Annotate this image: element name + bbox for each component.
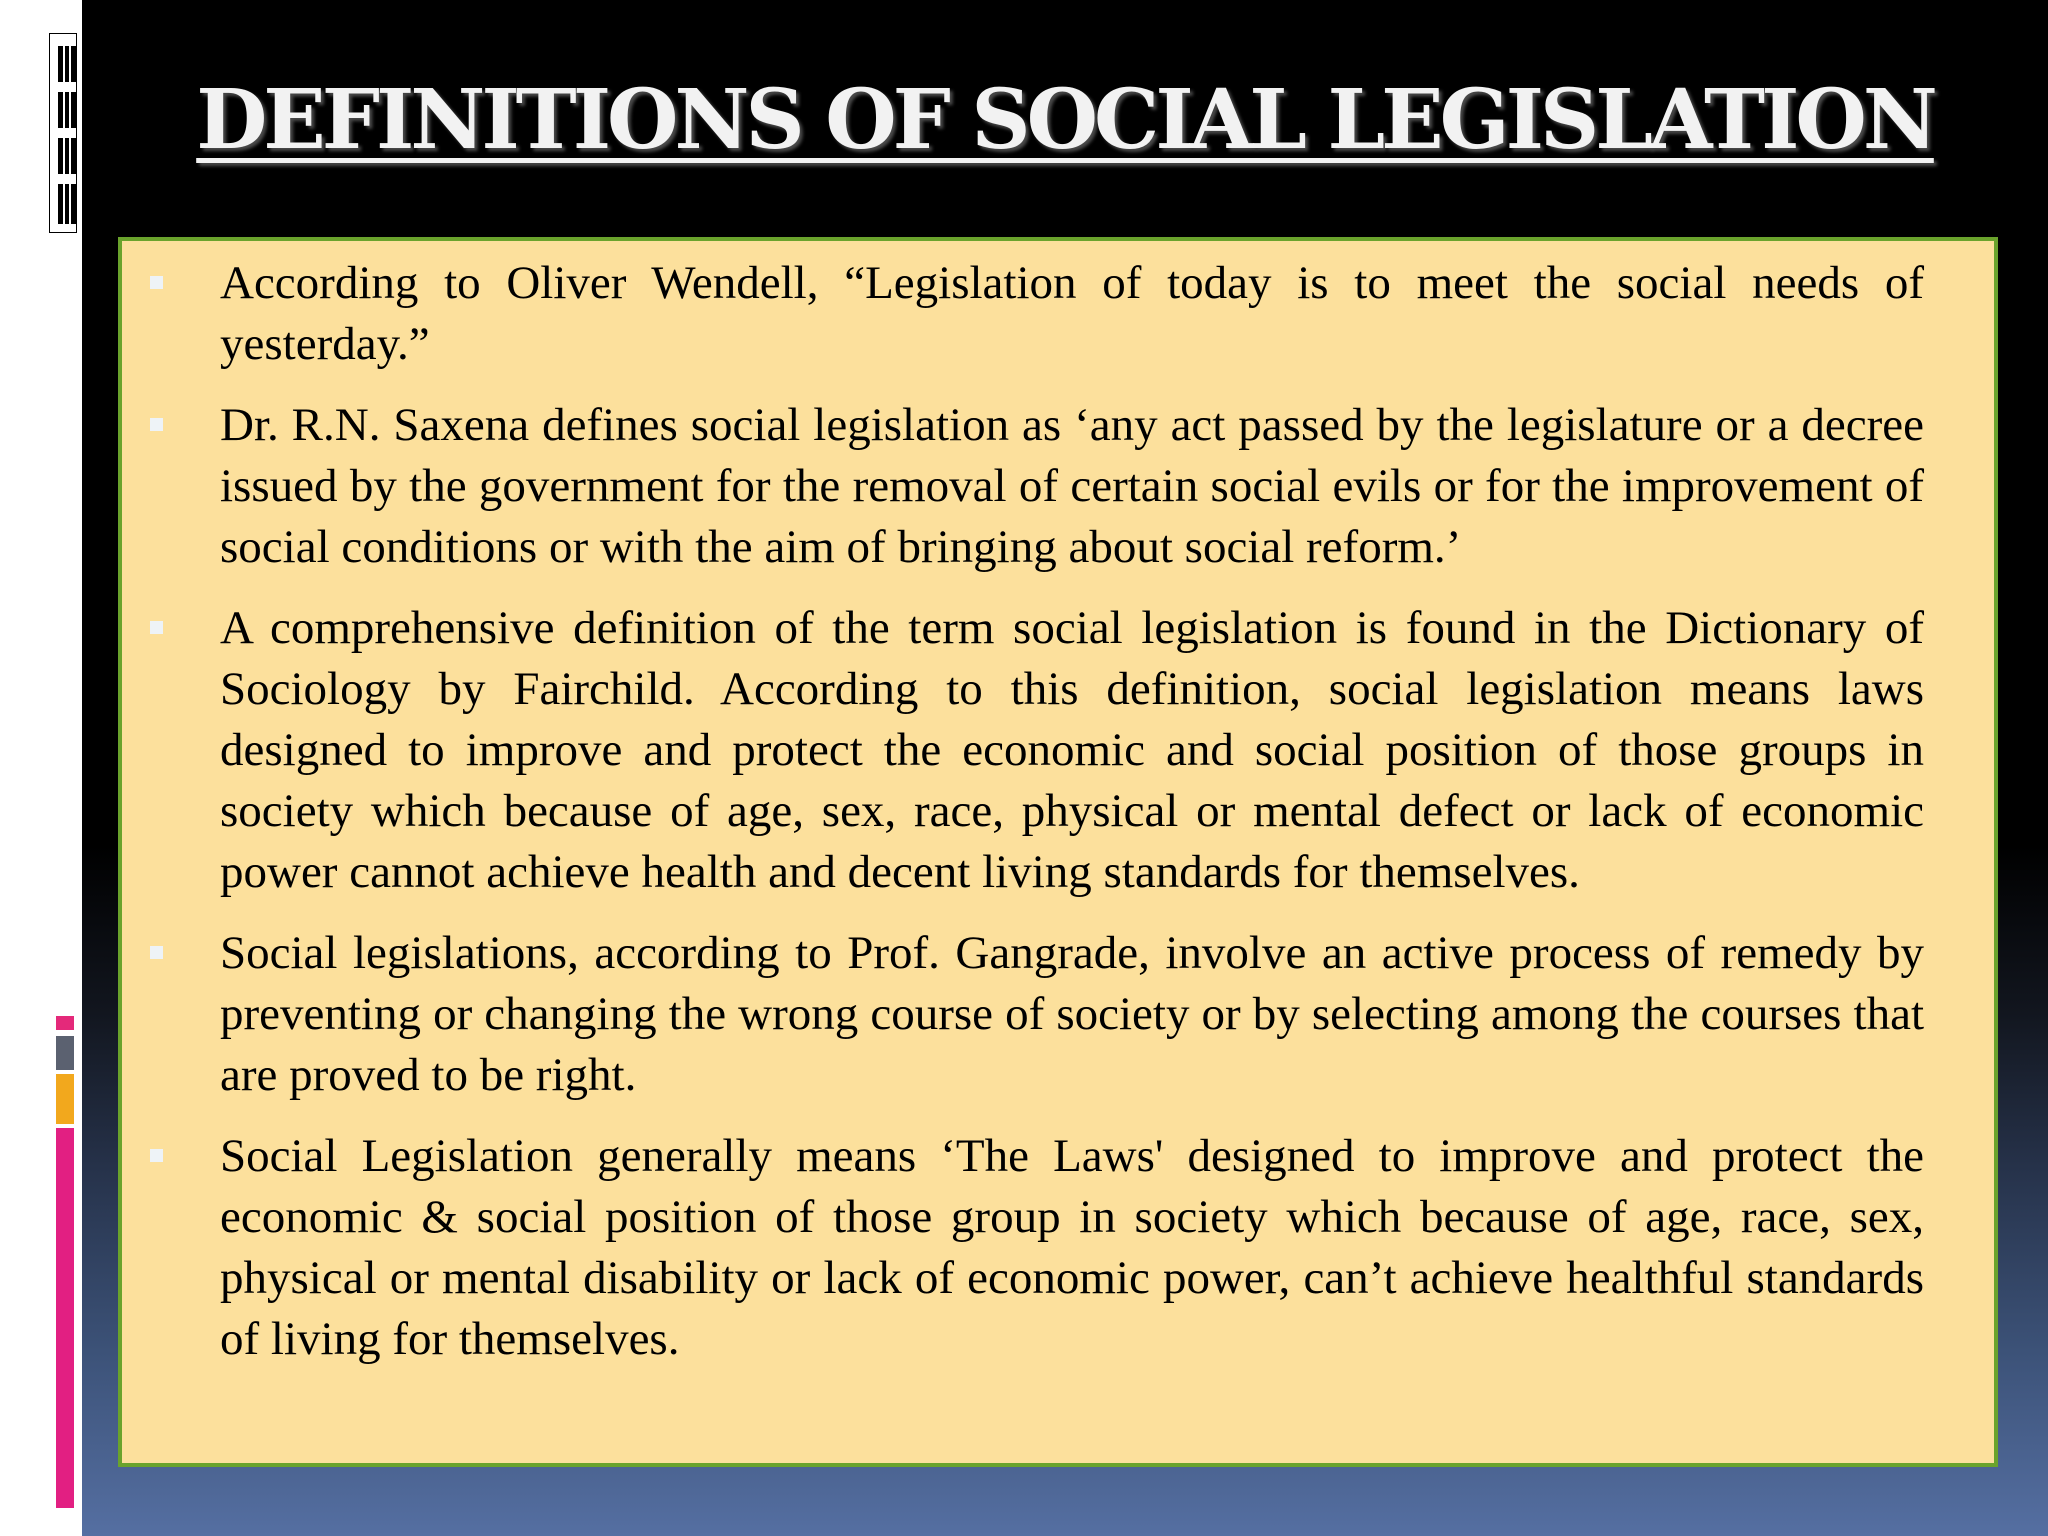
accent-bar-slate: [56, 1036, 74, 1070]
bullet-text: Social legislations, according to Prof. Gangrade, involve an active process of remedy by preventing or changing the wrong course of society or by selecting among the courses that are proved to be right.: [220, 927, 1924, 1101]
bullet-item: [220, 1126, 1924, 1370]
slide-title: [82, 64, 2048, 176]
bullet-item: [220, 598, 1924, 903]
bullet-text: Social Legislation generally means ‘The Laws' designed to improve and protect the economic & social position of those group in society which because of age, race, sex, physical or mental disability or lack of economic power, can’t achieve healthful standards of living for themselves.: [220, 1130, 1924, 1365]
accent-bar-amber: [56, 1074, 74, 1124]
bullet-text: According to Oliver Wendell, “Legislation of today is to meet the social needs of yesterday.”: [220, 257, 1924, 370]
window-panes-icon: [46, 30, 80, 236]
bullet-item: [220, 395, 1924, 578]
square-bullet-icon: [150, 621, 163, 634]
square-bullet-icon: [150, 1149, 163, 1162]
bullet-text: Dr. R.N. Saxena defines social legislation as ‘any act passed by the legislature or a decree issued by the government for the removal of certain social evils or for the improvement of social conditions or with the aim of bringing about social reform.’: [220, 399, 1924, 573]
bullet-list: [220, 253, 1924, 1370]
window-frame: [49, 33, 77, 233]
bullet-item: [220, 253, 1924, 375]
content-box: [118, 237, 1998, 1467]
square-bullet-icon: [150, 418, 163, 431]
accent-bar-magenta-top: [56, 1016, 74, 1030]
slide-title-text: DEFINITIONS OF SOCIAL LEGISLATION: [196, 72, 1934, 168]
accent-bar-magenta: [56, 1128, 74, 1508]
bullet-text: A comprehensive definition of the term social legislation is found in the Dictionary of Sociology by Fairchild. According to this definition, social legislation means laws designed to improve and protect the economic and social position of those groups in society which because of age, sex, race, physical or mental defect or lack of economic power cannot achieve health and decent living standards for themselves.: [220, 602, 1924, 898]
square-bullet-icon: [150, 276, 163, 289]
bullet-item: [220, 923, 1924, 1106]
square-bullet-icon: [150, 946, 163, 959]
